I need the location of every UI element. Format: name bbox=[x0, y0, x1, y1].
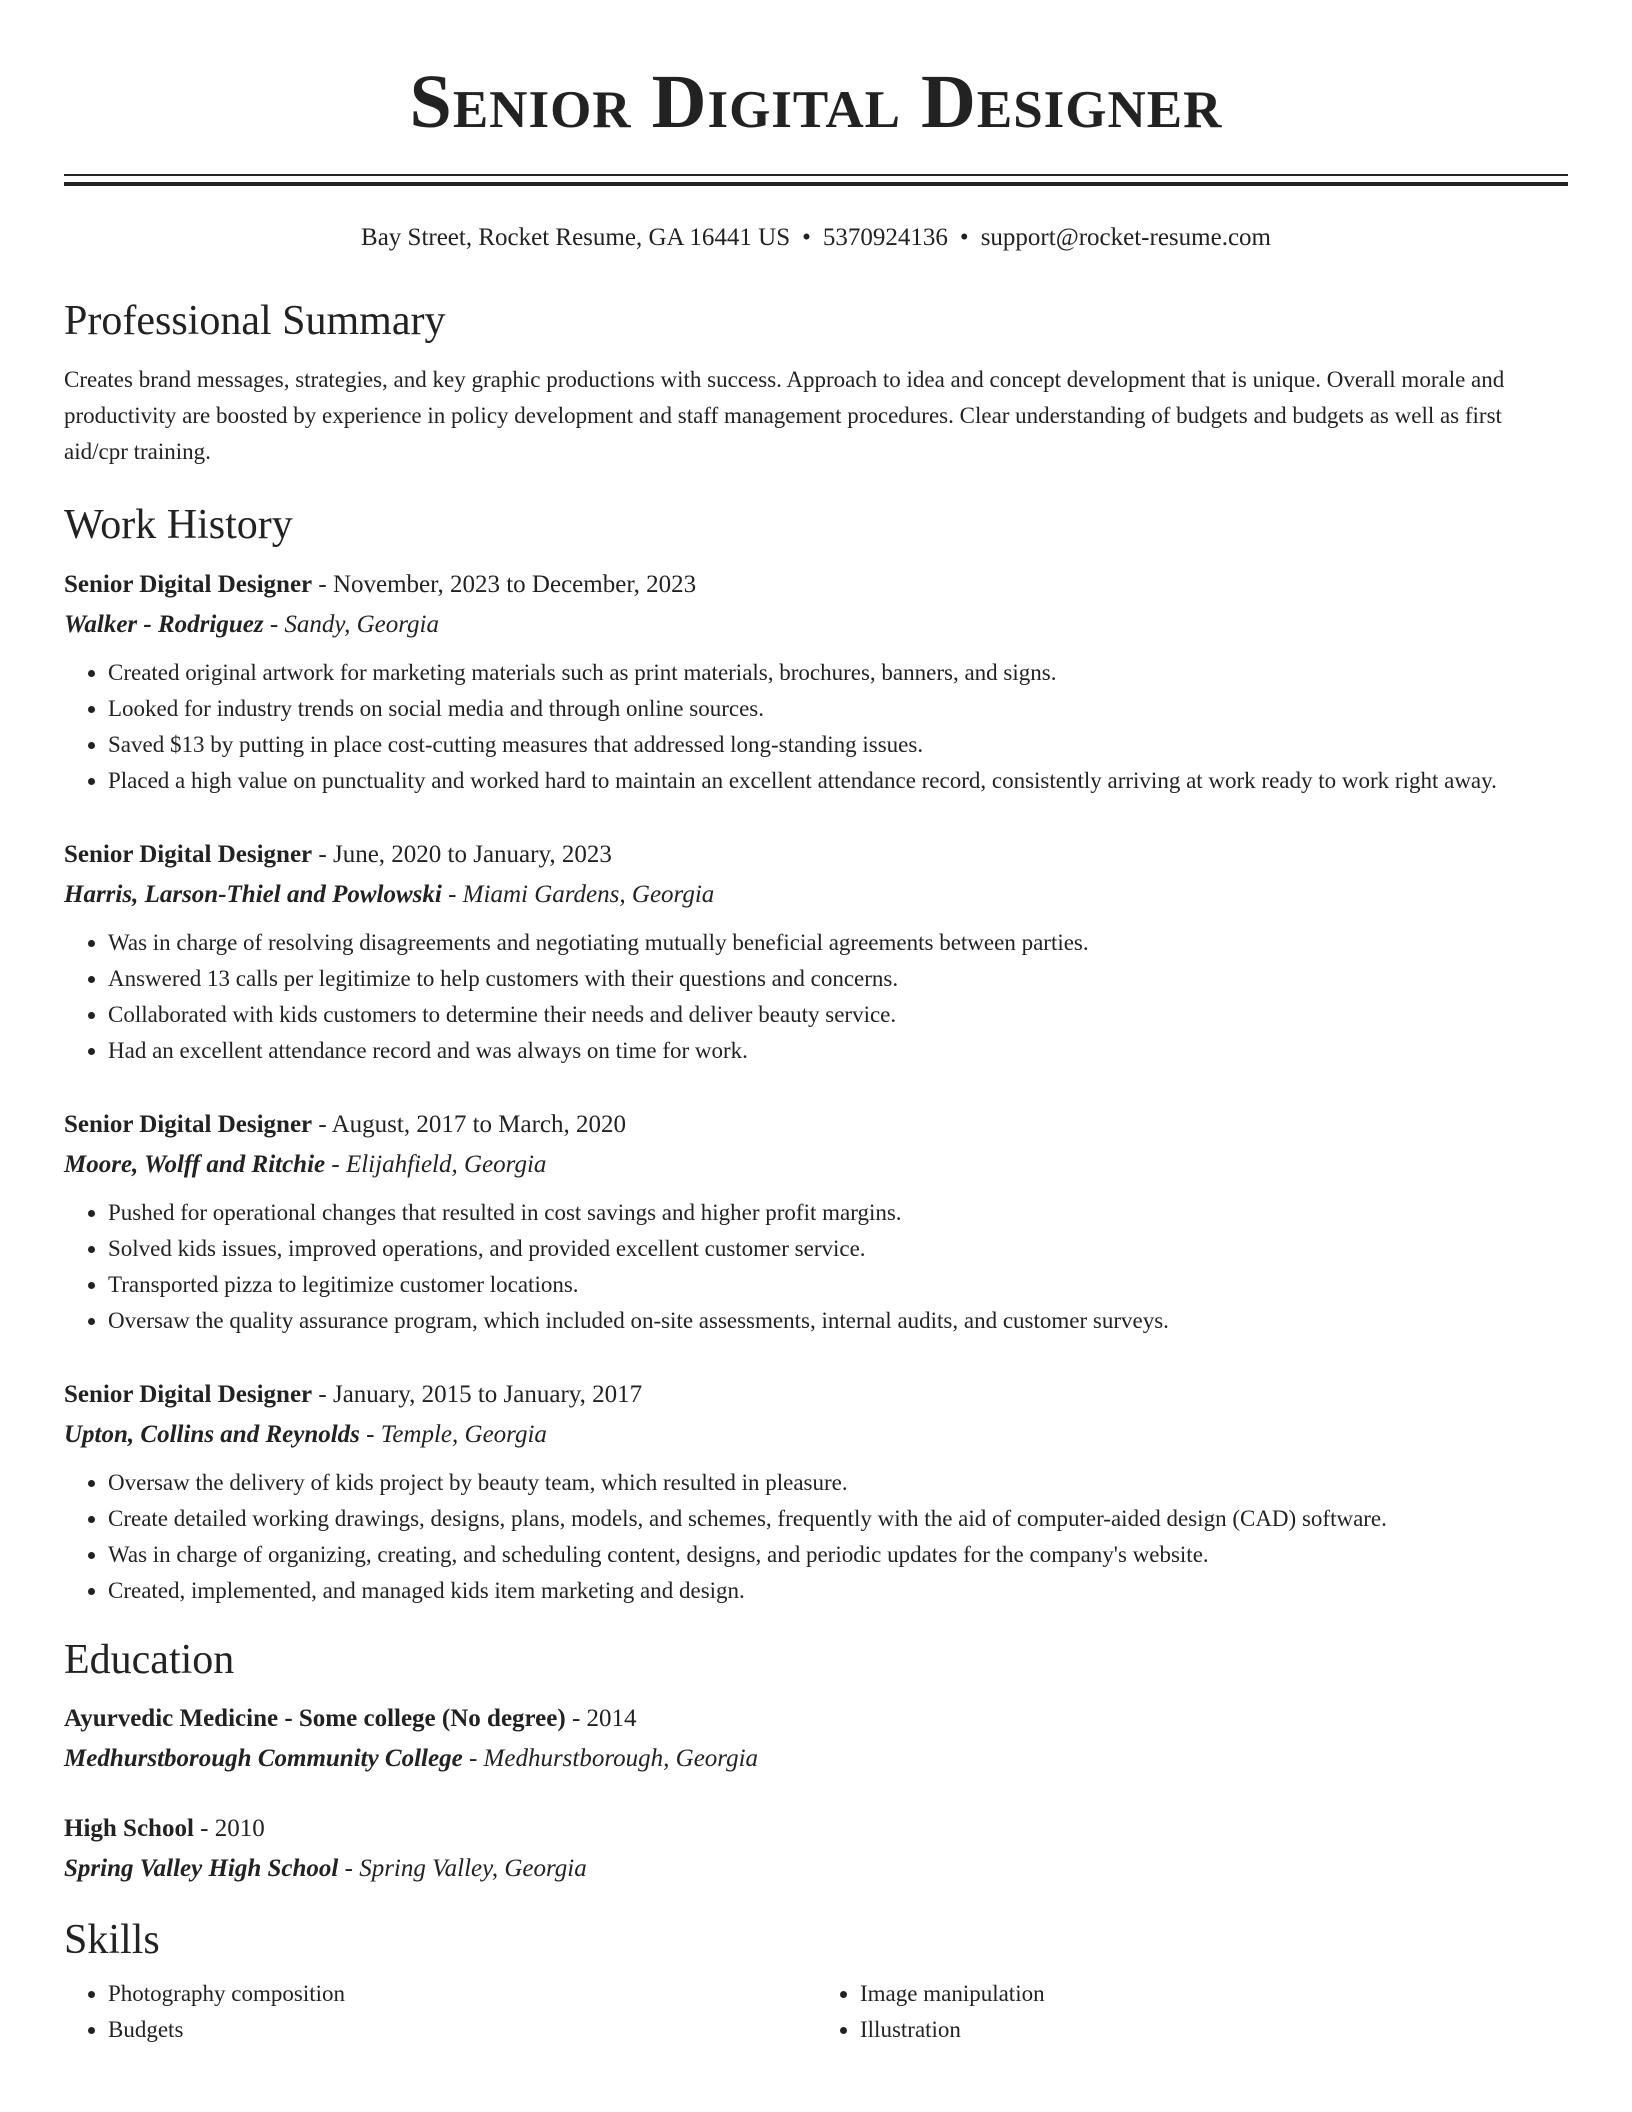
work-history-heading: Work History bbox=[64, 502, 293, 549]
job-title-line bbox=[64, 1105, 1568, 1145]
job-company: Harris, Larson-Thiel and Powlowski bbox=[64, 880, 442, 908]
job-location: - Temple, Georgia bbox=[359, 1420, 547, 1448]
skill-item: • Photography composition bbox=[108, 1976, 816, 2012]
job-title: Senior Digital Designer bbox=[64, 840, 313, 868]
education-location: - Spring Valley, Georgia bbox=[338, 1855, 587, 1883]
contact-separator: • bbox=[802, 224, 811, 251]
job-bullet: • Solved kids issues, improved operations, and provided excellent customer service. bbox=[108, 1231, 1568, 1267]
job-title-line bbox=[64, 1375, 1568, 1415]
job-bullet: • Transported pizza to legitimize customer locations. bbox=[108, 1267, 1568, 1303]
education-year: - 2014 bbox=[565, 1705, 637, 1733]
job-dates: - June, 2020 to January, 2023 bbox=[312, 840, 612, 868]
skill-item: • Budgets bbox=[108, 2012, 816, 2048]
job-title-line bbox=[64, 565, 1568, 605]
job-bullet: • Was in charge of resolving disagreements and negotiating mutually beneficial agreements between parties. bbox=[108, 925, 1568, 961]
job-entry bbox=[64, 565, 1568, 799]
job-bullet: • Pushed for operational changes that resulted in cost savings and higher profit margins. bbox=[108, 1195, 1568, 1231]
job-bullet: • Oversaw the delivery of kids project by beauty team, which resulted in pleasure. bbox=[108, 1465, 1568, 1501]
work-history-list bbox=[64, 565, 1568, 1609]
education-school: Medhurstborough Community College bbox=[64, 1745, 463, 1773]
education-degree-line bbox=[64, 1699, 1568, 1739]
job-company-line bbox=[64, 875, 1568, 915]
job-bullet: • Created original artwork for marketing materials such as print materials, brochures, banners, and signs. bbox=[108, 655, 1568, 691]
job-company-line bbox=[64, 605, 1568, 645]
contact-line bbox=[64, 224, 1568, 252]
job-location: - Miami Gardens, Georgia bbox=[441, 880, 715, 908]
education-entry bbox=[64, 1809, 1568, 1889]
job-dates: - January, 2015 to January, 2017 bbox=[312, 1380, 643, 1408]
job-bullet: • Looked for industry trends on social media and through online sources. bbox=[108, 691, 1568, 727]
job-company-line bbox=[64, 1415, 1568, 1455]
job-entry bbox=[64, 1105, 1568, 1339]
education-degree: Ayurvedic Medicine - Some college (No degree) bbox=[64, 1705, 566, 1733]
job-location: - Elijahfield, Georgia bbox=[325, 1150, 547, 1178]
education-year: - 2010 bbox=[193, 1815, 265, 1843]
job-company: Upton, Collins and Reynolds bbox=[64, 1420, 360, 1448]
skill-item: • Image manipulation bbox=[860, 1976, 1568, 2012]
job-title-line bbox=[64, 835, 1568, 875]
job-dates: - November, 2023 to December, 2023 bbox=[312, 570, 697, 598]
education-heading: Education bbox=[64, 1636, 235, 1683]
education-school-line bbox=[64, 1849, 1568, 1889]
contact-separator: • bbox=[959, 224, 969, 251]
summary-text: Creates brand messages, strategies, and key graphic productions with success. Approach to idea and concept development that is unique. Overall morale and productivity are boosted by experience in policy development and staff management procedures. Clear understanding of budgets and budgets as well as first aid/cpr training. bbox=[64, 367, 1505, 465]
title-double-rule bbox=[64, 174, 1568, 186]
job-bullet: • Oversaw the quality assurance program, which included on-site assessments, internal audits, and customer surveys. bbox=[108, 1303, 1568, 1339]
job-bullet: • Collaborated with kids customers to determine their needs and deliver beauty service. bbox=[108, 997, 1568, 1033]
education-list bbox=[64, 1699, 1568, 1889]
education-degree: High School bbox=[64, 1815, 194, 1843]
skills-column-left bbox=[64, 1976, 816, 2048]
job-bullet: • Saved $13 by putting in place cost-cutting measures that addressed long-standing issues. bbox=[108, 727, 1568, 763]
job-bullet: • Answered 13 calls per legitimize to help customers with their questions and concerns. bbox=[108, 961, 1568, 997]
education-degree-line bbox=[64, 1809, 1568, 1849]
job-bullets bbox=[64, 655, 1568, 799]
job-entry bbox=[64, 835, 1568, 1069]
job-bullet: • Was in charge of organizing, creating, and scheduling content, designs, and periodic updates for the company's website. bbox=[108, 1537, 1568, 1573]
education-school: Spring Valley High School bbox=[64, 1855, 339, 1883]
job-company-line bbox=[64, 1145, 1568, 1185]
job-bullets bbox=[64, 1195, 1568, 1339]
job-title: Senior Digital Designer bbox=[64, 570, 313, 598]
education-entry bbox=[64, 1699, 1568, 1779]
skills-column-right bbox=[816, 1976, 1568, 2048]
job-title: Senior Digital Designer bbox=[64, 1110, 313, 1138]
job-company: Walker - Rodriguez bbox=[64, 610, 264, 638]
skill-item: • Illustration bbox=[860, 2012, 1568, 2048]
job-company: Moore, Wolff and Ritchie bbox=[64, 1150, 326, 1178]
job-title: Senior Digital Designer bbox=[64, 1380, 313, 1408]
summary-heading: Professional Summary bbox=[64, 298, 446, 344]
contact-address: Bay Street, Rocket Resume, GA 16441 US bbox=[361, 224, 791, 251]
job-location: - Sandy, Georgia bbox=[263, 610, 440, 638]
skills-heading: Skills bbox=[64, 1917, 160, 1964]
job-bullets bbox=[64, 925, 1568, 1069]
contact-email: support@rocket-resume.com bbox=[980, 224, 1271, 251]
resume-title: Senior Digital Designer bbox=[409, 60, 1223, 144]
contact-phone: 5370924136 bbox=[822, 224, 948, 251]
job-bullet: • Had an excellent attendance record and was always on time for work. bbox=[108, 1033, 1568, 1069]
job-bullet: • Created, implemented, and managed kids item marketing and design. bbox=[108, 1573, 1568, 1609]
skills-list bbox=[64, 1976, 1568, 2048]
job-bullet: • Create detailed working drawings, designs, plans, models, and schemes, frequently with the aid of computer-aided design (CAD) software. bbox=[108, 1501, 1568, 1537]
job-dates: - August, 2017 to March, 2020 bbox=[312, 1110, 627, 1138]
job-entry bbox=[64, 1375, 1568, 1609]
education-school-line bbox=[64, 1739, 1568, 1779]
job-bullet: • Placed a high value on punctuality and worked hard to maintain an excellent attendance record, consistently arriving at work ready to work right away. bbox=[108, 763, 1568, 799]
education-location: - Medhurstborough, Georgia bbox=[462, 1745, 759, 1773]
job-bullets bbox=[64, 1465, 1568, 1609]
